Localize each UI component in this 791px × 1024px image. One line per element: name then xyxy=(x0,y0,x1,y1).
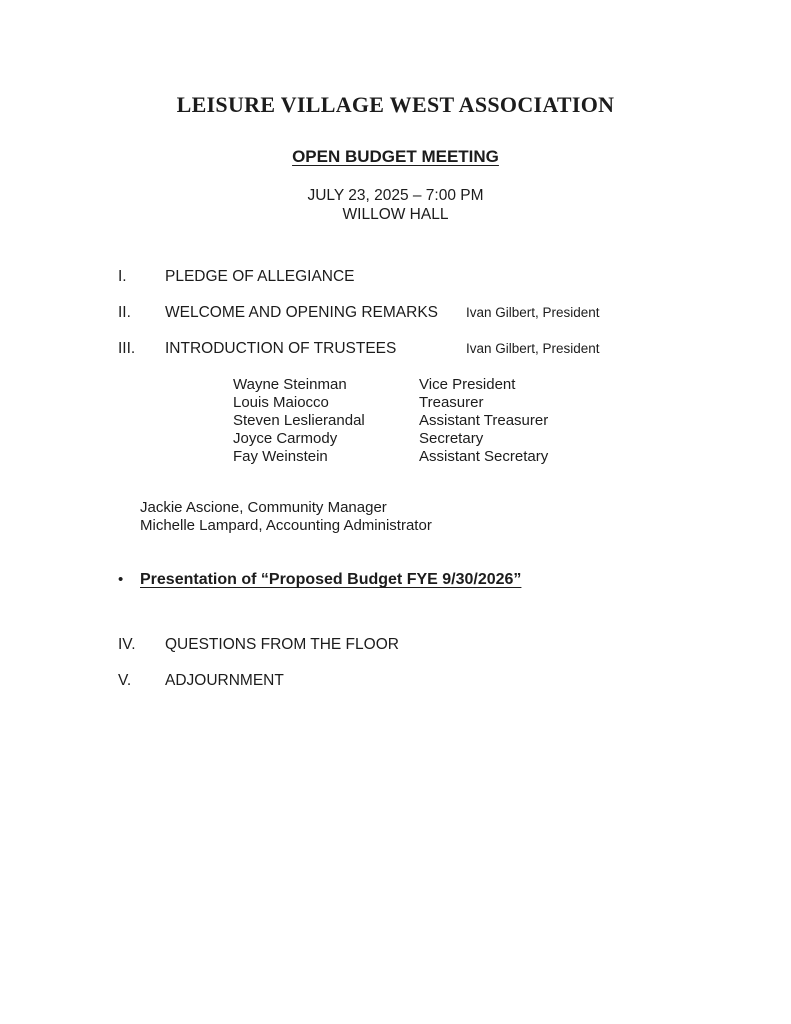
trustee-role: Assistant Treasurer xyxy=(419,412,549,429)
meeting-title-line xyxy=(0,147,791,167)
trustee-row xyxy=(233,448,791,466)
agenda-numeral: V. xyxy=(118,672,132,689)
trustee-list xyxy=(0,376,791,466)
agenda-item-welcome xyxy=(118,304,791,322)
agenda-numeral: IV. xyxy=(118,636,136,653)
staff-line: Michelle Lampard, Accounting Administrator xyxy=(140,517,432,534)
agenda-item-adjournment xyxy=(118,672,791,690)
agenda-item-questions xyxy=(118,636,791,654)
trustee-name: Steven Leslierandal xyxy=(233,412,365,429)
agenda-list-bottom xyxy=(0,636,791,690)
trustee-row xyxy=(233,376,791,394)
staff-line: Jackie Ascione, Community Manager xyxy=(140,499,387,516)
meeting-title: OPEN BUDGET MEETING xyxy=(292,147,499,166)
staff-list xyxy=(0,499,791,535)
budget-presentation-item xyxy=(118,570,791,589)
agenda-list-top xyxy=(0,268,791,358)
trustee-name: Louis Maiocco xyxy=(233,394,329,411)
association-title: LEISURE VILLAGE WEST ASSOCIATION xyxy=(176,92,615,117)
meeting-datetime: JULY 23, 2025 – 7:00 PM xyxy=(307,187,484,204)
agenda-label: WELCOME AND OPENING REMARKS xyxy=(165,304,439,321)
agenda-label: ADJOURNMENT xyxy=(165,672,284,689)
agenda-label: QUESTIONS FROM THE FLOOR xyxy=(165,636,399,653)
trustee-name: Fay Weinstein xyxy=(233,448,328,465)
trustee-role: Secretary xyxy=(419,430,484,447)
agenda-numeral: III. xyxy=(118,340,136,357)
trustee-role: Vice President xyxy=(419,376,516,393)
agenda-presenter: Ivan Gilbert, President xyxy=(466,305,600,320)
agenda-label: PLEDGE OF ALLEGIANCE xyxy=(165,268,355,285)
trustee-role: Assistant Secretary xyxy=(419,448,549,465)
trustee-row xyxy=(233,412,791,430)
agenda-item-pledge xyxy=(118,268,791,286)
agenda-label: INTRODUCTION OF TRUSTEES xyxy=(165,340,397,357)
trustee-name: Wayne Steinman xyxy=(233,376,347,393)
agenda-numeral: I. xyxy=(118,268,127,285)
budget-presentation-label: Presentation of “Proposed Budget FYE 9/30/2026” xyxy=(140,571,522,588)
trustee-row xyxy=(233,394,791,412)
agenda-numeral: II. xyxy=(118,304,131,321)
bullet-icon: • xyxy=(118,571,124,588)
meeting-location: WILLOW HALL xyxy=(342,206,449,223)
agenda-item-introduction xyxy=(118,340,791,358)
trustee-row xyxy=(233,430,791,448)
trustee-role: Treasurer xyxy=(419,394,484,411)
trustee-name: Joyce Carmody xyxy=(233,430,338,447)
agenda-presenter: Ivan Gilbert, President xyxy=(466,341,600,356)
